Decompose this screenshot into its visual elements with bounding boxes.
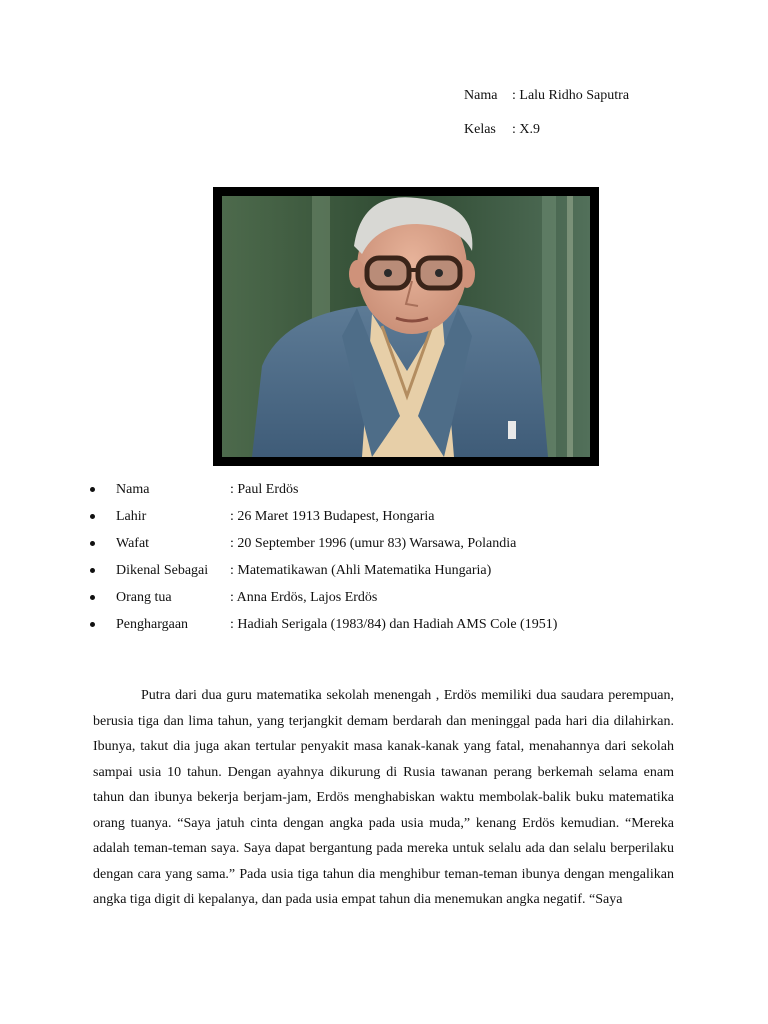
- bio-key: Penghargaan: [116, 617, 189, 632]
- bio-value: : Paul Erdös: [230, 482, 299, 497]
- bullet-icon: [90, 568, 95, 573]
- bio-value: : Hadiah Serigala (1983/84) dan Hadiah AMS Cole (1951): [230, 617, 558, 632]
- portrait-photo: [222, 196, 590, 457]
- bullet-icon: [90, 622, 95, 627]
- bio-key: Wafat: [116, 536, 150, 551]
- student-class-line: [464, 122, 540, 138]
- bullet-icon: [90, 487, 95, 492]
- bio-key: Dikenal Sebagai: [116, 563, 209, 578]
- portrait-frame: [213, 187, 599, 466]
- bio-key: Lahir: [116, 509, 147, 524]
- student-class-label: Kelas: [464, 122, 496, 137]
- bio-value: : Matematikawan (Ahli Matematika Hungaria): [230, 563, 492, 578]
- bullet-icon: [90, 514, 95, 519]
- student-name-line: [464, 88, 629, 104]
- bio-value: : 26 Maret 1913 Budapest, Hongaria: [230, 509, 435, 524]
- student-name-value: : Lalu Ridho Saputra: [512, 88, 630, 103]
- bio-key: Nama: [116, 482, 150, 497]
- bio-value: : Anna Erdös, Lajos Erdös: [230, 590, 378, 605]
- biography-paragraph: Putra dari dua guru matematika sekolah menengah , Erdös memiliki dua saudara perempuan, berusia tiga dan lima tahun, yang terjangkit demam berdarah dan meninggal pada hari dia dilahirkan. Ibunya, takut dia juga akan tertular penyakit masa kanak-kanak yang fatal, menahannya dari sekolah sampai usia 10 tahun. Dengan ayahnya dikurung di Rusia tawanan perang berkemah selama enam tahun dan ibunya bekerja berjam-jam, Erdös menghabiskan waktu membolak-balik buku matematika orang tuanya. “Saya jatuh cinta dengan angka pada usia muda,” kenang Erdös kemudian. “Mereka adalah teman-teman saya. Saya dapat bergantung pada mereka untuk selalu ada dan selalu berperilaku dengan cara yang sama.” Pada usia tiga tahun dia menghibur teman-teman ibunya dengan mengalikan angka tiga digit di kepalanya, dan pada usia empat tahun dia menemukan angka negatif. “Saya: [93, 688, 674, 907]
- student-name-label: Nama: [464, 88, 498, 103]
- student-class-value: : X.9: [512, 122, 540, 137]
- bio-value: : 20 September 1996 (umur 83) Warsawa, Polandia: [230, 536, 517, 551]
- bullet-icon: [90, 595, 95, 600]
- bullet-icon: [90, 541, 95, 546]
- bio-key: Orang tua: [116, 590, 172, 605]
